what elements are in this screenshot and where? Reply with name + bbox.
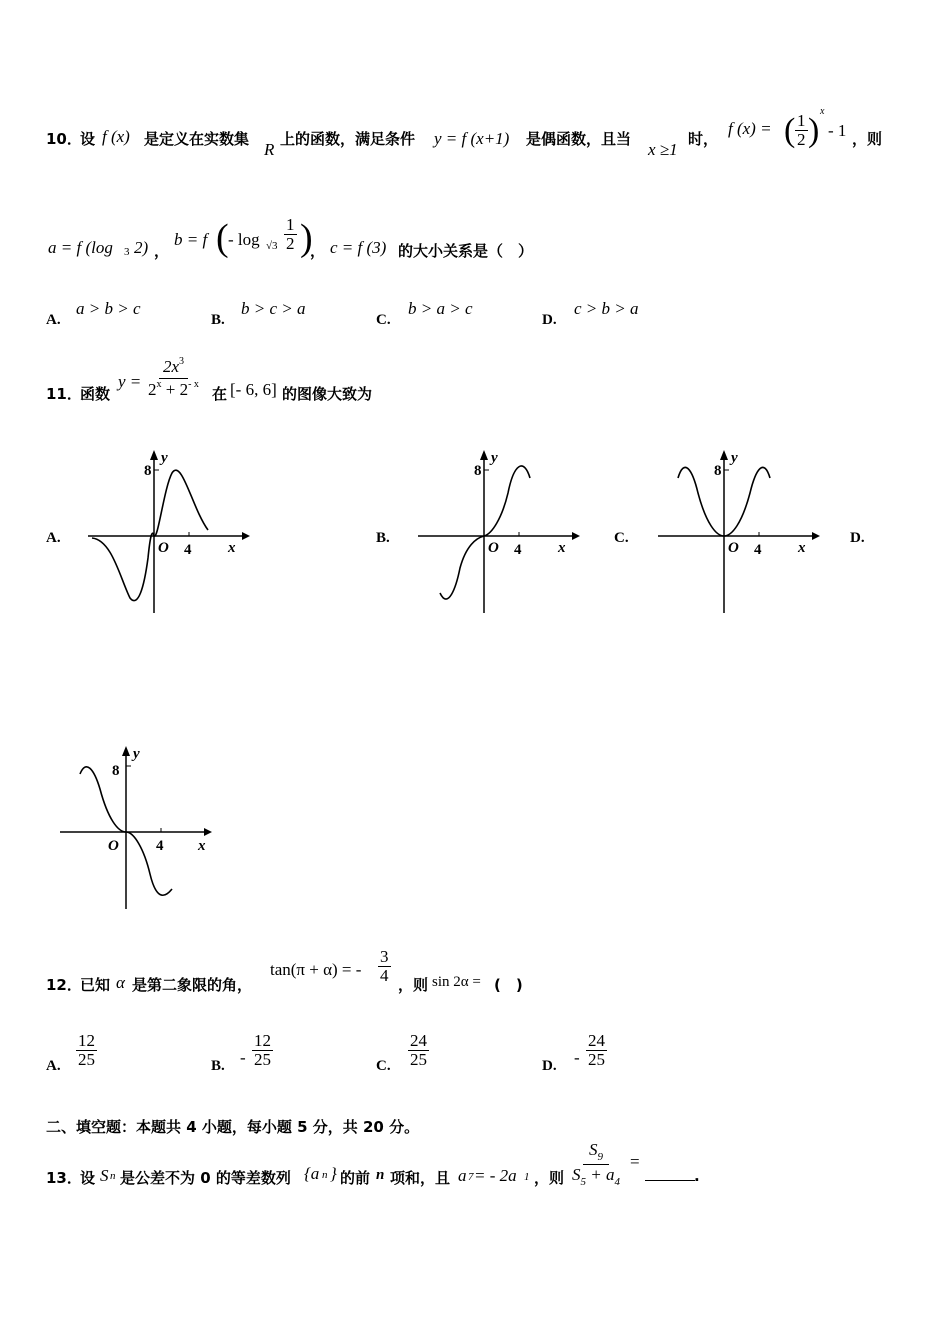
q10-option-d-label[interactable]: D. (542, 312, 557, 328)
q13-a7-sub: 7 (468, 1171, 474, 1183)
q12-option-a-label[interactable]: A. (46, 1058, 61, 1074)
x-tick-label: 4 (184, 542, 192, 558)
y-axis-label: y (491, 450, 498, 466)
q13-seq: {a (304, 1164, 320, 1183)
q11-den-a: 2 (148, 380, 157, 399)
y-axis-arrow (480, 450, 488, 460)
q10-b-frac (284, 216, 297, 253)
q13-f-numerator (583, 1140, 609, 1165)
q10-b-def: b = f (174, 230, 208, 249)
y-tick-label: 8 (474, 463, 482, 479)
q11-graph-a[interactable] (82, 448, 252, 616)
q10-b-sub: √3 (266, 240, 278, 252)
q11-num-sup: 3 (178, 356, 184, 367)
q13-equals: = (630, 1152, 640, 1171)
q12-num: 3 (380, 947, 389, 966)
x-axis-label: x (198, 838, 206, 854)
q12-den: 4 (380, 965, 389, 985)
q10-half-den: 2 (797, 129, 806, 149)
q10-line2 (48, 212, 648, 268)
q10-option-a-value: a > b > c (76, 299, 141, 318)
q13-text-2: 是公差不为 0 的等差数列 (120, 1169, 291, 1187)
origin-label: O (728, 540, 739, 556)
q10-a-sub: 3 (124, 246, 130, 258)
q13-f-num-sub: 9 (597, 1151, 603, 1163)
q13-f-den-sub: 5 (580, 1176, 586, 1188)
q13-end: . (694, 1167, 700, 1185)
q12-option-d-sign: - (574, 1048, 580, 1067)
q12-option-d-den: 25 (588, 1049, 605, 1069)
q10-b-paren-close: ) (300, 217, 313, 259)
q11-den-plus: + 2 (161, 380, 189, 399)
y-tick-label: 8 (112, 763, 120, 779)
q11-option-a-label[interactable]: A. (46, 530, 61, 546)
x-axis-arrow (242, 532, 250, 540)
y-tick-label: 8 (144, 463, 152, 479)
q11-num-text: 2x (162, 357, 179, 376)
q12-option-c-num: 24 (410, 1031, 427, 1050)
q11-graph-b[interactable] (412, 448, 582, 616)
q13-seq-end: } (330, 1164, 337, 1183)
q12-sin: sin 2α = (432, 974, 481, 990)
q12-option-b-den: 25 (254, 1049, 271, 1069)
y-axis-arrow (150, 450, 158, 460)
q10-b-num: 1 (286, 215, 295, 234)
y-axis-label: y (161, 450, 168, 466)
y-axis-label: y (731, 450, 738, 466)
q13-text-3: 的前 (340, 1169, 371, 1187)
origin-label: O (488, 540, 499, 556)
q12-option-a-den: 25 (78, 1049, 95, 1069)
q11-interval: [- 6, 6] (230, 380, 277, 399)
q13-text-4: 项和，且 (390, 1169, 451, 1187)
q12-option-c-den: 25 (410, 1049, 427, 1069)
q10-paren-open: ( (784, 112, 796, 149)
q13-answer-blank[interactable] (645, 1180, 695, 1181)
q12-text-3: ，则 (398, 976, 429, 994)
q11-den-a-sup: x (156, 379, 162, 390)
q12-option-a-num: 12 (78, 1031, 95, 1050)
q10-option-b-value: b > c > a (241, 299, 306, 318)
q11-text-3: 的图像大致为 (282, 385, 373, 403)
q10-R: R (264, 140, 275, 159)
q11-denominator (146, 379, 201, 400)
x-axis-label: x (558, 540, 566, 556)
q12-text-2: 是第二象限的角， (132, 976, 253, 994)
q11-option-b-label[interactable]: B. (376, 530, 390, 546)
q10-def-left: f (x) = (728, 119, 772, 138)
x-tick-label: 4 (754, 542, 762, 558)
q12-option-c-frac (408, 1032, 429, 1069)
q11-fraction (146, 356, 201, 400)
q10-number: 10． (46, 130, 82, 148)
q13-eq: = - 2a (474, 1166, 517, 1185)
q10-text-6: ，则 (852, 130, 883, 148)
q10-text-7: 的大小关系是（ ） (398, 242, 534, 260)
q12-option-b-label[interactable]: B. (211, 1058, 225, 1074)
origin-label: O (158, 540, 169, 556)
q11-line (46, 356, 546, 408)
x-tick-label: 4 (156, 838, 164, 854)
q10-fx: f (x) (102, 127, 130, 146)
q12-text-4: ( ) (494, 976, 523, 994)
q13-seq-sub: n (322, 1169, 328, 1181)
q12-tan: tan(π + α) = - (270, 960, 362, 979)
q10-text-5: 时， (688, 130, 719, 148)
q10-minus1: - 1 (828, 121, 847, 140)
q13-S-sub: n (110, 1170, 116, 1182)
q11-option-c-label[interactable]: C. (614, 530, 629, 546)
q10-option-a-label[interactable]: A. (46, 312, 61, 328)
q12-number: 12． (46, 976, 82, 994)
q10-comma-2: ， (310, 242, 326, 260)
q10-option-d-value: c > b > a (574, 299, 639, 318)
y-tick-label: 8 (714, 463, 722, 479)
q13-a1-sub: 1 (524, 1171, 530, 1183)
q11-option-d-label[interactable]: D. (850, 530, 865, 546)
x-axis-arrow (572, 532, 580, 540)
q13-fraction (570, 1140, 622, 1188)
q12-line (46, 946, 646, 998)
q12-option-c-label[interactable]: C. (376, 1058, 391, 1074)
x-tick-label: 4 (514, 542, 522, 558)
q12-option-b-frac (252, 1032, 273, 1069)
q13-f-den: S (572, 1165, 581, 1184)
q10-line1 (46, 106, 926, 168)
q13-f-denominator (570, 1165, 622, 1188)
q10-c-def: c = f (3) (330, 238, 387, 257)
q12-fraction (378, 948, 391, 985)
q10-text-1: 设 (80, 130, 96, 148)
q10-text-2: 是定义在实数集 (144, 130, 250, 148)
q10-a-end: 2) (134, 238, 149, 257)
q11-graph-d[interactable] (54, 744, 224, 912)
q10-text-3: 上的函数，满足条件 (280, 130, 416, 148)
q11-den-b-sup: - x (188, 379, 199, 390)
q12-option-d-label[interactable]: D. (542, 1058, 557, 1074)
q12-text-1: 已知 (80, 976, 111, 994)
x-axis-label: x (798, 540, 806, 556)
x-axis-arrow (204, 828, 212, 836)
q10-half-num: 1 (797, 111, 806, 130)
q10-option-b-label[interactable]: B. (211, 312, 225, 328)
q12-option-a-frac (76, 1032, 97, 1069)
q12-option-d-num: 24 (588, 1031, 605, 1050)
q10-option-c-value: b > a > c (408, 299, 473, 318)
q13-n: n (376, 1167, 385, 1183)
q11-y-eq: y = (118, 372, 142, 391)
q10-half (795, 112, 808, 149)
q13-f-den-sub2: 4 (614, 1176, 620, 1188)
q10-x-ge-1: x ≥1 (648, 140, 678, 159)
q10-a-def: a = f (log (48, 238, 113, 257)
q13-f-num: S (588, 1140, 598, 1159)
q10-condition: y = f (x+1) (434, 129, 510, 148)
q10-options (46, 296, 746, 336)
q13-S: S (100, 1166, 109, 1185)
q12-option-d-frac (586, 1032, 607, 1069)
q13-f-den-plus: + a (586, 1165, 615, 1184)
q11-text-1: 函数 (80, 385, 111, 403)
q11-number: 11． (46, 385, 82, 403)
q10-paren-close: ) (808, 112, 820, 149)
q13-a7: a (458, 1166, 467, 1185)
q12-options (46, 1030, 666, 1086)
q13-number: 13． (46, 1169, 82, 1187)
y-axis-label: y (133, 746, 140, 762)
x-axis-arrow (812, 532, 820, 540)
origin-label: O (108, 838, 119, 854)
q11-numerator (159, 356, 188, 379)
q10-b-log: - log (228, 230, 260, 249)
q11-graph-c[interactable] (652, 448, 822, 616)
q12-option-b-sign: - (240, 1048, 246, 1067)
q10-b-paren-open: ( (216, 217, 229, 259)
q10-text-4: 是偶函数，且当 (526, 130, 632, 148)
q13-text-1: 设 (80, 1169, 96, 1187)
q13-line (46, 1140, 766, 1196)
y-axis-arrow (122, 746, 130, 756)
q13-text-5: ，则 (534, 1169, 565, 1187)
q10-b-den: 2 (286, 233, 295, 253)
q10-comma-1: ， (154, 242, 170, 260)
y-axis-arrow (720, 450, 728, 460)
q12-alpha: α (116, 973, 125, 992)
q11-text-2: 在 (212, 385, 228, 403)
q10-exp: x (820, 106, 825, 117)
section-heading-fill-in: 二、填空题：本题共 4 小题，每小题 5 分，共 20 分。 (46, 1118, 420, 1136)
q12-option-b-num: 12 (254, 1031, 271, 1050)
x-axis-label: x (228, 540, 236, 556)
q10-option-c-label[interactable]: C. (376, 312, 391, 328)
curve (440, 466, 530, 599)
